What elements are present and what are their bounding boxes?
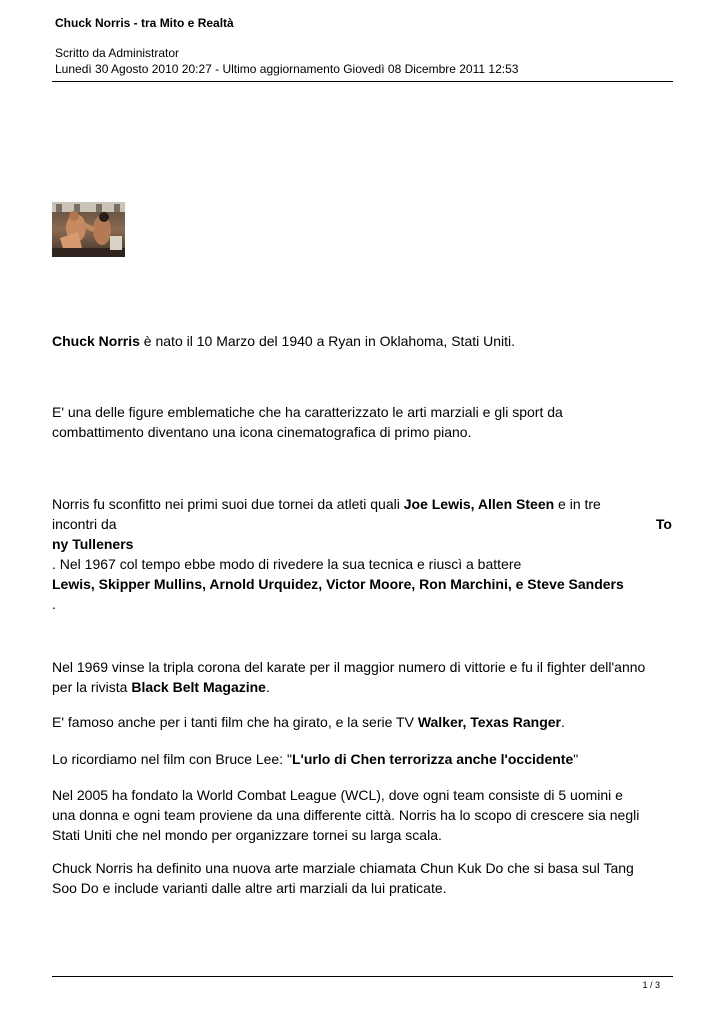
paragraph-tournaments xyxy=(52,494,672,614)
tournaments-line-6: . xyxy=(52,596,56,612)
header-divider xyxy=(52,81,673,82)
name-bold: Chuck Norris xyxy=(52,333,140,349)
fight-scene-image xyxy=(52,202,125,257)
article-photo xyxy=(52,202,125,257)
tournaments-line-5: Lewis, Skipper Mullins, Arnold Urquidez, Victor Moore, Ron Marchini, e Steve Sanders xyxy=(52,576,624,592)
author-line: Scritto da Administrator xyxy=(55,46,180,60)
date-line: Lunedì 30 Agosto 2010 20:27 - Ultimo aggiornamento Giovedì 08 Dicembre 2011 12:53 xyxy=(55,62,519,76)
birth-text: è nato il 10 Marzo del 1940 a Ryan in Oklahoma, Stati Uniti. xyxy=(139,333,516,349)
document-title: Chuck Norris - tra Mito e Realtà xyxy=(55,16,234,30)
emblem-line-2: combattimento diventano una icona cinematografica di primo piano. xyxy=(52,424,472,440)
emblem-line-1: E' una delle figure emblematiche che ha caratterizzato le arti marziali e gli sport da xyxy=(52,404,563,420)
tournaments-line-1: Norris fu sconfitto nei primi suoi due tornei da atleti quali Joe Lewis, Allen Steen e in tre xyxy=(52,496,601,512)
paragraph-wcl xyxy=(52,785,672,845)
paragraph-bruce-lee: Lo ricordiamo nel film con Bruce Lee: "L'urlo di Chen terrorizza anche l'occidente" xyxy=(52,751,579,767)
wcl-line-2: una donna e ogni team proviene da una differente città. Norris ha lo scopo di crescere sia negli xyxy=(52,807,640,823)
tournaments-line-2: incontri da To xyxy=(52,516,672,532)
paragraph-birth xyxy=(52,331,672,351)
page-header xyxy=(55,15,672,77)
tournaments-line-4: . Nel 1967 col tempo ebbe modo di rivedere la sua tecnica e riuscì a battere xyxy=(52,556,522,572)
tournaments-line-3: ny Tulleners xyxy=(52,536,134,552)
triple-crown-line-2: per la rivista Black Belt Magazine. xyxy=(52,679,270,695)
tv-series-title: Walker, Texas Ranger xyxy=(417,714,562,730)
paragraph-films: E' famoso anche per i tanti film che ha girato, e la serie TV Walker, Texas Ranger. xyxy=(52,714,565,730)
film-title: L'urlo di Chen terrorizza anche l'occidente xyxy=(291,751,574,767)
wcl-line-3: Stati Uniti che nel mondo per organizzare tornei su larga scala. xyxy=(52,827,442,843)
paragraph-emblem xyxy=(52,402,672,442)
footer-divider xyxy=(52,976,673,977)
paragraph-triple-crown xyxy=(52,657,672,697)
wcl-line-1: Nel 2005 ha fondato la World Combat League (WCL), dove ogni team consiste di 5 uomini e xyxy=(52,787,623,803)
page-number: 1 / 3 xyxy=(642,980,660,990)
paragraph-chun-kuk-do xyxy=(52,858,672,898)
chun-kuk-do-line-2: Soo Do e include varianti dalle altre arti marziali da lui praticate. xyxy=(52,880,447,896)
chun-kuk-do-line-1: Chuck Norris ha definito una nuova arte marziale chiamata Chun Kuk Do che si basa sul Tang xyxy=(52,860,634,876)
article-meta xyxy=(55,45,672,77)
triple-crown-line-1: Nel 1969 vinse la tripla corona del karate per il maggior numero di vittorie e fu il fighter dell'anno xyxy=(52,659,646,675)
